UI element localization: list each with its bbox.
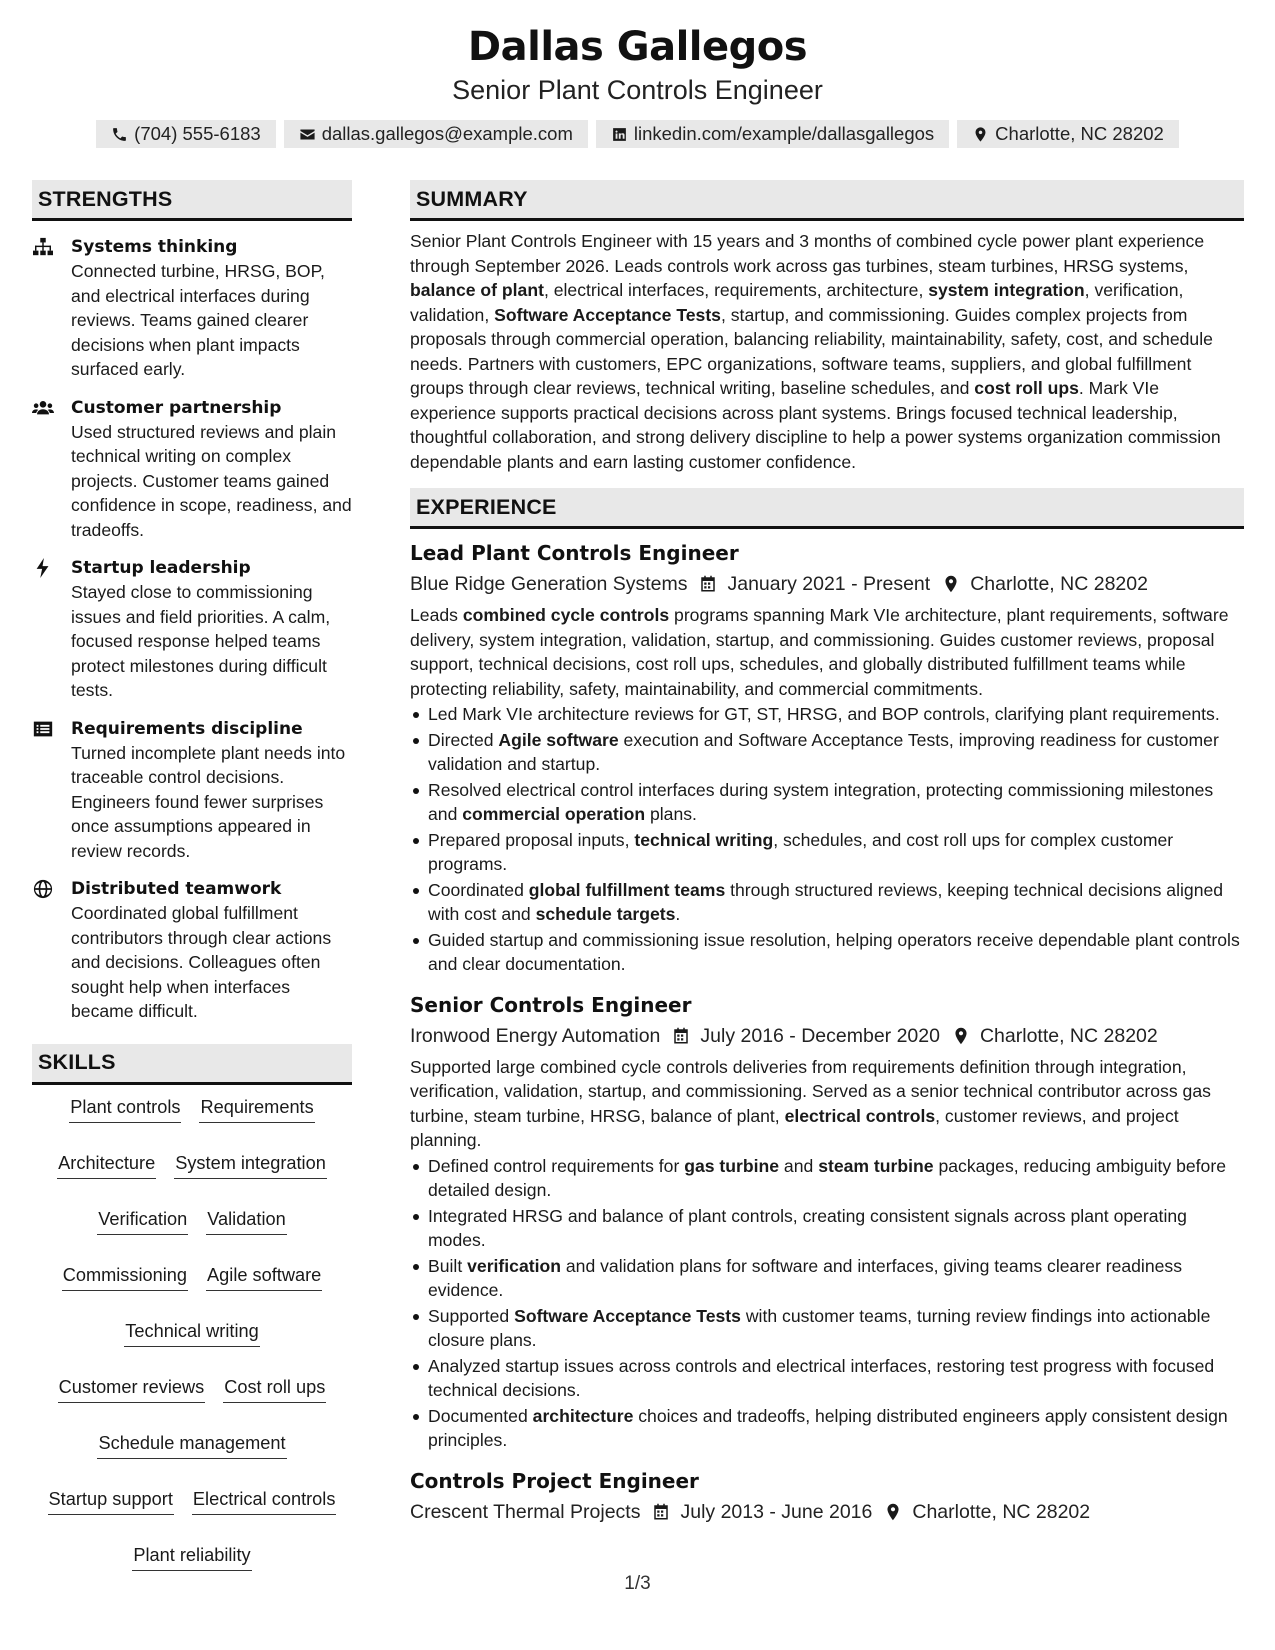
strength-title: Startup leadership (71, 558, 251, 578)
job-dates: July 2013 - June 2016 (680, 1500, 873, 1523)
left-column (32, 180, 352, 1571)
skill-tag: Startup support (48, 1487, 174, 1515)
page-number: 1/3 (624, 1573, 651, 1594)
bullet-item: Analyzed startup issues across controls and electrical interfaces, restoring test progress with focused technical decisions. (410, 1354, 1244, 1403)
map-marker-icon (942, 575, 960, 593)
job-dates: January 2021 - Present (727, 573, 931, 595)
summary-text: Senior Plant Controls Engineer with 15 years and 3 months of combined cycle power plant experience through September 2026. Leads controls work across gas turbines, steam turbines, HRSG systems, balance of plant, electrical interfaces, requirements, architecture, system integration, verification, validation, Software Acceptance Tests, startup, and commissioning. Guides complex projects from proposals through commercial operation, balancing reliability, maintainability, safety, cost, and schedule needs. Partners with customers, EPC organizations, software teams, suppliers, and global fulfillment groups through clear reviews, technical writing, baseline schedules, and cost roll ups. Mark VIe experience supports practical decisions across plant systems. Brings focused technical leadership, thoughtful collaboration, and strong delivery discipline to help a power systems organization commission dependable plants and earn lasting customer confidence. (410, 231, 1221, 472)
strength-desc: Coordinated global fulfillment contributors through clear actions and decisions. Colleagues often sought help when interfaces became difficult. (71, 903, 332, 1021)
job-title: Controls Project Engineer (410, 1468, 699, 1493)
job-entry (410, 539, 1244, 977)
skill-tag: Plant reliability (132, 1543, 251, 1571)
skill-tag: Schedule management (97, 1431, 286, 1459)
strength-desc: Turned incomplete plant needs into traceable control decisions. Engineers found fewer surprises once assumptions appeared in review records. (71, 742, 346, 861)
job-meta (410, 1021, 1244, 1051)
bullet-item: Integrated HRSG and balance of plant controls, creating consistent signals across plant operating modes. (410, 1204, 1244, 1253)
globe-icon (32, 879, 54, 899)
right-column (410, 180, 1244, 1527)
skills-list (32, 1095, 352, 1571)
contact-location-text: Charlotte, NC 28202 (995, 123, 1164, 144)
job-title: Lead Plant Controls Engineer (410, 541, 739, 565)
bullet-item: Directed Agile software execution and Software Acceptance Tests, improving readiness for customer validation and startup. (410, 728, 1244, 777)
sitemap-icon (32, 237, 54, 257)
job-company: Ironwood Energy Automation (410, 1024, 661, 1047)
skill-tag: Commissioning (62, 1263, 188, 1291)
contact-bar (0, 120, 1275, 148)
skills-heading: SKILLS (32, 1044, 352, 1085)
skill-tag: Verification (97, 1207, 188, 1235)
contact-email[interactable] (284, 120, 588, 148)
job-description: Supported large combined cycle controls deliveries from requirements definition through integration, verification, validation, startup, and commissioning. Served as a senior technical contributor across gas turbine, steam turbine, HRSG, balance of plant, electrical controls, customer reviews, and project planning. (410, 1056, 1211, 1150)
experience-heading: EXPERIENCE (410, 488, 1244, 529)
bullet-item: Supported Software Acceptance Tests with customer teams, turning review findings into actionable closure plans. (410, 1304, 1244, 1353)
strength-title: Requirements discipline (71, 718, 303, 739)
strength-item (32, 235, 352, 382)
job-meta (410, 1497, 1244, 1527)
users-icon (32, 398, 54, 418)
skill-tag: Architecture (57, 1151, 156, 1179)
skill-tag: Validation (206, 1207, 287, 1235)
strength-desc: Stayed close to commissioning issues and field priorities. A calm, focused response helped teams protect milestones during difficult tests. (71, 582, 331, 700)
skill-tag: Cost roll ups (223, 1375, 326, 1403)
strengths-heading: STRENGTHS (32, 180, 352, 221)
skill-tag: Requirements (199, 1095, 314, 1123)
job-dates: July 2016 - December 2020 (700, 1024, 940, 1047)
strength-item (32, 396, 352, 543)
strength-title: Customer partnership (71, 397, 282, 418)
contact-email-text: dallas.gallegos@example.com (321, 123, 573, 144)
envelope-icon (299, 126, 316, 143)
map-marker-icon (952, 1027, 970, 1045)
summary-heading: SUMMARY (410, 180, 1244, 221)
linkedin-icon (611, 126, 628, 143)
strength-title: Systems thinking (71, 237, 238, 257)
bullet-item: Led Mark VIe architecture reviews for GT, ST, HRSG, and BOP controls, clarifying plant requirements. (410, 702, 1244, 727)
strength-desc: Used structured reviews and plain technical writing on complex projects. Customer teams gained confidence in scope, readiness, and tradeoffs. (71, 421, 352, 540)
skill-tag: Agile software (206, 1263, 322, 1291)
job-location: Charlotte, NC 28202 (970, 573, 1148, 595)
bullet-item: Defined control requirements for gas turbine and steam turbine packages, reducing ambiguity before detailed design. (410, 1154, 1244, 1203)
calendar-icon (672, 1027, 690, 1045)
calendar-icon (699, 575, 717, 593)
contact-phone-text: (704) 555-6183 (134, 123, 261, 144)
calendar-icon (652, 1503, 670, 1521)
job-bullets (410, 702, 1244, 977)
job-location: Charlotte, NC 28202 (912, 1500, 1091, 1523)
experience-list (410, 539, 1244, 1527)
job-meta (410, 569, 1244, 599)
contact-phone[interactable] (96, 120, 276, 148)
contact-linkedin-text: linkedin.com/example/dallasgallegos (633, 123, 935, 144)
skill-tag: Technical writing (124, 1319, 259, 1347)
bolt-icon (32, 558, 54, 578)
job-location: Charlotte, NC 28202 (979, 1024, 1158, 1047)
job-company: Blue Ridge Generation Systems (410, 573, 688, 595)
strength-item (32, 556, 352, 703)
skill-tag: Plant controls (69, 1095, 181, 1123)
job-company: Crescent Thermal Projects (410, 1500, 641, 1523)
job-entry (410, 1467, 1244, 1527)
skill-tag: System integration (174, 1151, 327, 1179)
phone-icon (111, 126, 128, 143)
strength-title: Distributed teamwork (71, 879, 282, 899)
bullet-item: Documented architecture choices and tradeoffs, helping distributed engineers apply consistent design principles. (410, 1404, 1244, 1453)
map-marker-icon (884, 1503, 902, 1521)
job-title: Senior Controls Engineer (410, 992, 692, 1017)
bullet-item: Guided startup and commissioning issue resolution, helping operators receive dependable plant controls and clear documentation. (410, 928, 1244, 977)
map-marker-icon (972, 126, 989, 143)
contact-location (957, 120, 1179, 148)
job-description: Leads combined cycle controls programs spanning Mark VIe architecture, plant requirements, software delivery, system integration, validation, startup, and commissioning. Guides customer reviews, proposal support, technical decisions, cost roll ups, schedules, and globally distributed fulfillment teams while protecting reliability, safety, maintainability, and commercial commitments. (410, 605, 1229, 699)
bullet-item: Coordinated global fulfillment teams through structured reviews, keeping technical decisions aligned with cost and schedule targets. (410, 878, 1244, 927)
candidate-name: Dallas Gallegos (467, 24, 808, 70)
list-icon (32, 719, 54, 739)
resume-header (0, 22, 1275, 148)
job-entry (410, 991, 1244, 1453)
strength-item (32, 717, 352, 864)
bullet-item: Prepared proposal inputs, technical writing, schedules, and cost roll ups for complex customer programs. (410, 828, 1244, 877)
strength-item (32, 877, 352, 1024)
contact-linkedin[interactable] (596, 120, 949, 148)
bullet-item: Resolved electrical control interfaces during system integration, protecting commissioning milestones and commercial operation plans. (410, 778, 1244, 827)
skill-tag: Electrical controls (192, 1487, 337, 1515)
skill-tag: Customer reviews (58, 1375, 206, 1403)
bullet-item: Built verification and validation plans for software and interfaces, giving teams clearer readiness evidence. (410, 1254, 1244, 1303)
strength-desc: Connected turbine, HRSG, BOP, and electrical interfaces during reviews. Teams gained clearer decisions when plant impacts surfaced early. (71, 261, 325, 379)
candidate-title: Senior Plant Controls Engineer (452, 75, 823, 105)
job-bullets (410, 1154, 1244, 1453)
